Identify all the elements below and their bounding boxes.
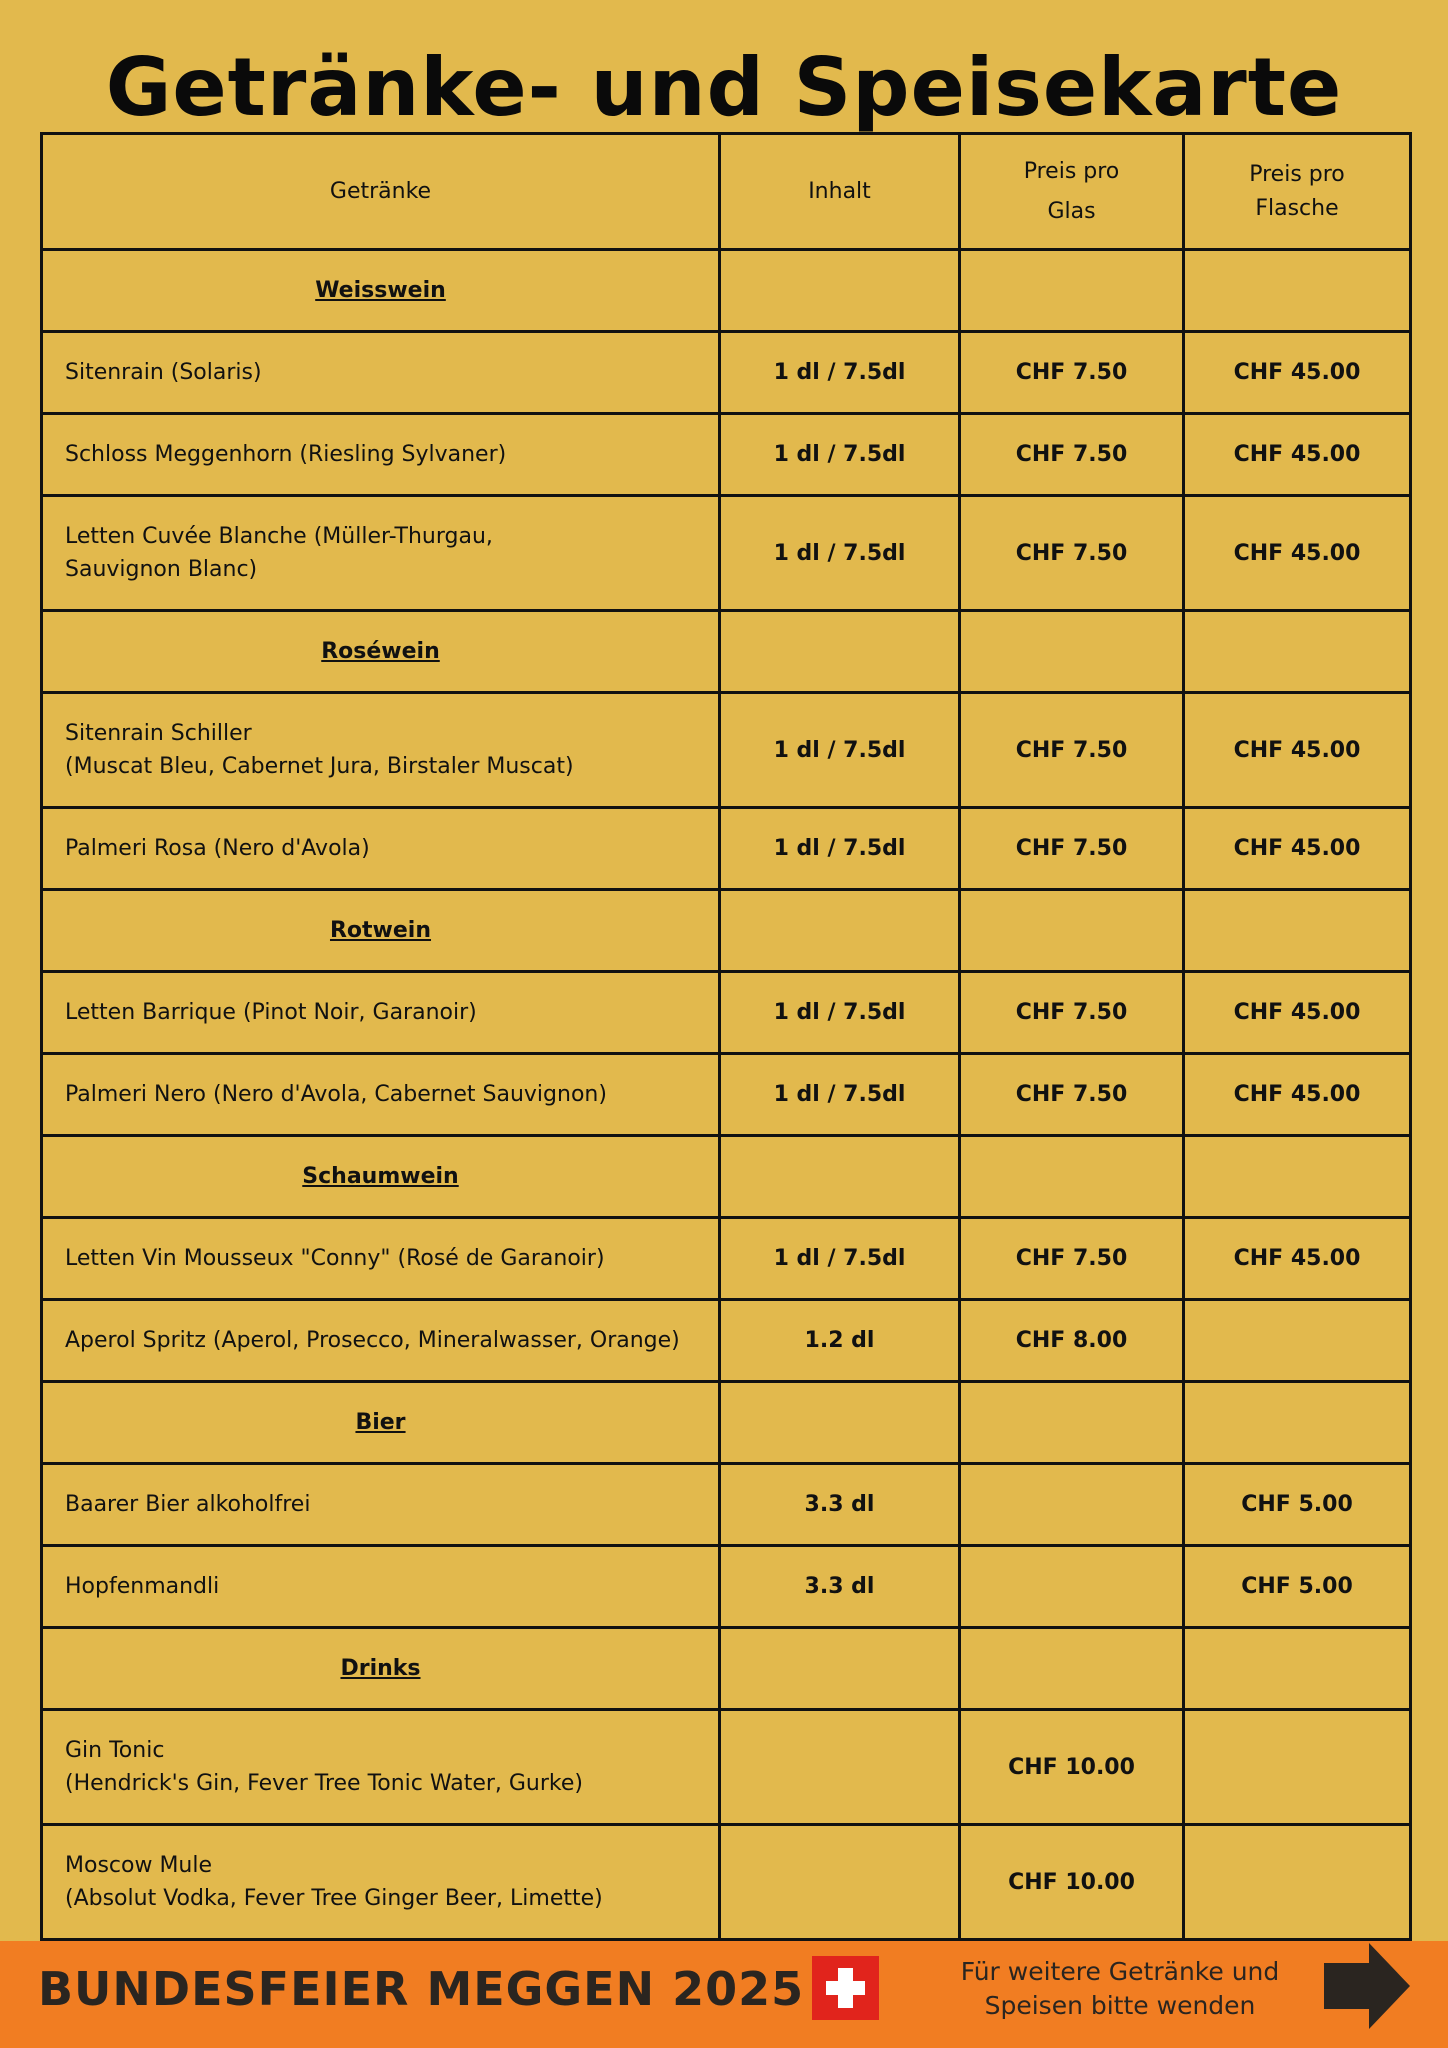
table-row <box>42 1300 1411 1382</box>
table-header-row <box>42 134 1411 250</box>
menu-table <box>40 132 1412 1941</box>
item-price-bottle: CHF 45.00 <box>1184 332 1411 414</box>
item-name-line1: Sitenrain Schiller <box>65 721 252 746</box>
table-row <box>42 332 1411 414</box>
section-title-weisswein: Weisswein <box>42 250 720 332</box>
footer-title: BUNDESFEIER MEGGEN 2025 <box>38 1962 805 2016</box>
section-title-drinks: Drinks <box>42 1628 720 1710</box>
item-price-glass: CHF 7.50 <box>960 1054 1184 1136</box>
table-row <box>42 414 1411 496</box>
item-name-line2: (Absolut Vodka, Fever Tree Ginger Beer, Limette) <box>65 1886 603 1911</box>
swiss-flag-icon <box>812 1956 879 2020</box>
item-content: 1.2 dl <box>720 1300 960 1382</box>
item-name-line1: Hopfenmandli <box>65 1574 220 1599</box>
item-name <box>42 1825 720 1940</box>
item-name-line1: Schloss Meggenhorn (Riesling Sylvaner) <box>65 442 507 467</box>
footer-note-line1: Für weitere Getränke und <box>960 1957 1280 1986</box>
header-price-glass <box>960 134 1184 250</box>
table-row <box>42 1825 1411 1940</box>
item-price-glass: CHF 7.50 <box>960 972 1184 1054</box>
item-name <box>42 414 720 496</box>
item-name-line1: Letten Vin Mousseux "Conny" (Rosé de Garanoir) <box>65 1246 605 1271</box>
item-content: 1 dl / 7.5dl <box>720 808 960 890</box>
section-title-rosewein: Roséwein <box>42 611 720 693</box>
header-price-glass-line1: Preis pro <box>1023 158 1120 184</box>
item-name <box>42 808 720 890</box>
header-content-label: Inhalt <box>808 178 871 204</box>
item-price-bottle: CHF 45.00 <box>1184 414 1411 496</box>
footer-bar <box>0 1941 1448 2048</box>
section-row-rotwein <box>42 890 1411 972</box>
item-content: 1 dl / 7.5dl <box>720 972 960 1054</box>
item-price-glass: CHF 10.00 <box>960 1825 1184 1940</box>
item-name-line1: Palmeri Nero (Nero d'Avola, Cabernet Sauvignon) <box>65 1082 607 1107</box>
item-name <box>42 1300 720 1382</box>
item-name-line1: Letten Barrique (Pinot Noir, Garanoir) <box>65 1000 477 1025</box>
page-title: Getränke- und Speisekarte <box>105 41 1343 134</box>
table-row <box>42 1054 1411 1136</box>
header-drinks <box>42 134 720 250</box>
item-name <box>42 1218 720 1300</box>
table-row <box>42 1546 1411 1628</box>
section-row-rosewein <box>42 611 1411 693</box>
table-row <box>42 972 1411 1054</box>
item-name-line2: (Hendrick's Gin, Fever Tree Tonic Water, Gurke) <box>65 1771 583 1796</box>
item-price-bottle: CHF 45.00 <box>1184 808 1411 890</box>
section-row-weisswein <box>42 250 1411 332</box>
item-name <box>42 1546 720 1628</box>
header-price-bottle-line1: Preis pro <box>1249 161 1345 187</box>
item-name <box>42 1054 720 1136</box>
item-price-bottle: CHF 5.00 <box>1184 1546 1411 1628</box>
item-price-glass: CHF 8.00 <box>960 1300 1184 1382</box>
item-name-line1: Letten Cuvée Blanche (Müller-Thurgau, <box>65 524 493 549</box>
item-price-glass: CHF 7.50 <box>960 496 1184 611</box>
item-name-line1: Palmeri Rosa (Nero d'Avola) <box>65 836 370 861</box>
table-row <box>42 1218 1411 1300</box>
section-title-schaumwein: Schaumwein <box>42 1136 720 1218</box>
section-row-bier <box>42 1382 1411 1464</box>
header-content <box>720 134 960 250</box>
item-content: 1 dl / 7.5dl <box>720 332 960 414</box>
item-content: 1 dl / 7.5dl <box>720 414 960 496</box>
item-content <box>720 1825 960 1940</box>
item-price-bottle <box>1184 1710 1411 1825</box>
item-price-bottle <box>1184 1825 1411 1940</box>
item-price-bottle: CHF 45.00 <box>1184 1218 1411 1300</box>
section-row-drinks <box>42 1628 1411 1710</box>
item-content <box>720 1710 960 1825</box>
item-price-glass <box>960 1546 1184 1628</box>
item-price-glass: CHF 10.00 <box>960 1710 1184 1825</box>
item-name-line1: Baarer Bier alkoholfrei <box>65 1492 311 1517</box>
item-name-line2: Sauvignon Blanc) <box>65 557 258 582</box>
item-price-bottle: CHF 45.00 <box>1184 972 1411 1054</box>
item-price-bottle: CHF 5.00 <box>1184 1464 1411 1546</box>
header-price-bottle-line2: Flasche <box>1255 195 1339 221</box>
item-price-glass: CHF 7.50 <box>960 332 1184 414</box>
header-price-glass-line2: Glas <box>1047 198 1096 224</box>
item-content: 1 dl / 7.5dl <box>720 1054 960 1136</box>
item-name-line1: Moscow Mule <box>65 1853 213 1878</box>
section-title-rotwein: Rotwein <box>42 890 720 972</box>
section-row-schaumwein <box>42 1136 1411 1218</box>
table-row <box>42 693 1411 808</box>
item-content: 3.3 dl <box>720 1546 960 1628</box>
item-name <box>42 332 720 414</box>
item-name-line1: Gin Tonic <box>65 1738 165 1763</box>
item-price-bottle: CHF 45.00 <box>1184 693 1411 808</box>
item-price-glass: CHF 7.50 <box>960 1218 1184 1300</box>
header-price-bottle <box>1184 134 1411 250</box>
item-name-line1: Aperol Spritz (Aperol, Prosecco, Mineralwasser, Orange) <box>65 1328 680 1353</box>
item-price-bottle: CHF 45.00 <box>1184 1054 1411 1136</box>
item-name <box>42 496 720 611</box>
table-row <box>42 1710 1411 1825</box>
item-price-bottle <box>1184 1300 1411 1382</box>
item-content: 1 dl / 7.5dl <box>720 496 960 611</box>
table-row <box>42 1464 1411 1546</box>
table-row <box>42 496 1411 611</box>
item-name-line1: Sitenrain (Solaris) <box>65 360 262 385</box>
item-content: 1 dl / 7.5dl <box>720 693 960 808</box>
item-name-line2: (Muscat Bleu, Cabernet Jura, Birstaler Muscat) <box>65 754 574 779</box>
item-content: 1 dl / 7.5dl <box>720 1218 960 1300</box>
table-row <box>42 808 1411 890</box>
footer-note <box>940 1955 1300 2023</box>
item-price-glass <box>960 1464 1184 1546</box>
footer-note-line2: Speisen bitte wenden <box>984 1991 1256 2020</box>
item-price-glass: CHF 7.50 <box>960 808 1184 890</box>
item-price-glass: CHF 7.50 <box>960 414 1184 496</box>
item-name <box>42 972 720 1054</box>
item-name <box>42 1464 720 1546</box>
header-drinks-label: Getränke <box>329 178 432 204</box>
section-title-bier: Bier <box>42 1382 720 1464</box>
item-name <box>42 1710 720 1825</box>
item-content: 3.3 dl <box>720 1464 960 1546</box>
arrow-right-icon <box>1322 1941 1412 2031</box>
item-price-bottle: CHF 45.00 <box>1184 496 1411 611</box>
item-name <box>42 693 720 808</box>
item-price-glass: CHF 7.50 <box>960 693 1184 808</box>
